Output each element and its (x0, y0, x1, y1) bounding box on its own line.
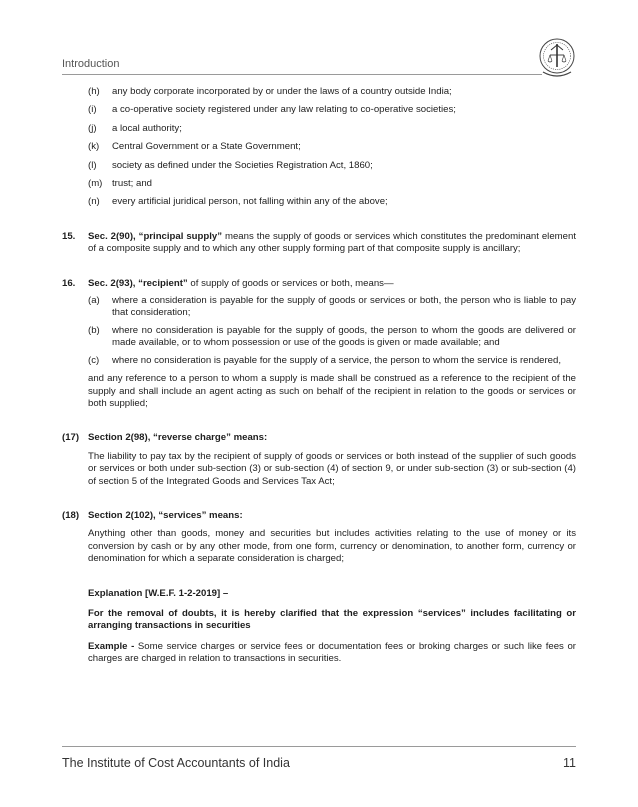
example-label: Example - (88, 640, 135, 652)
example-paragraph (88, 641, 576, 666)
item-text: society as defined under the Societies Registration Act, 1860; (112, 159, 373, 171)
explanation-text: For the removal of doubts, it is hereby clarified that the expression “services” includes facilitating or arranging transactions in securities (88, 607, 576, 632)
list-item (62, 86, 576, 98)
item-label: (c) (88, 354, 100, 366)
list-item (62, 123, 576, 135)
item-label: (n) (88, 196, 100, 208)
item-label: (i) (88, 104, 97, 116)
footer-rule (62, 746, 576, 747)
recipient-clauses (62, 295, 576, 367)
footer-institute: The Institute of Cost Accountants of India (62, 756, 290, 770)
defined-term: “recipient” (138, 277, 188, 289)
item-label: (j) (88, 122, 97, 134)
section-15 (62, 231, 576, 256)
definition-text: means the supply of goods or services which constitutes the predominant element of a composite supply and to which any other supply forming part of that composite supply is ancillary; (88, 230, 576, 255)
section-heading: Section 2(98), “reverse charge” means: (88, 432, 268, 444)
section-heading: Section 2(102), “services” means: (88, 509, 243, 521)
item-text: any body corporate incorporated by or under the laws of a country outside India; (112, 86, 452, 97)
list-item (62, 325, 576, 350)
list-item (62, 196, 576, 208)
section-body (88, 231, 576, 256)
page-content (62, 80, 576, 666)
item-label: (k) (88, 141, 100, 153)
defined-term: “principal supply” (138, 230, 223, 242)
running-header: Introduction (62, 58, 120, 70)
section-18-heading (62, 510, 576, 522)
explanation-title: Explanation [W.E.F. 1-2-2019] – (88, 587, 229, 599)
item-label: (h) (88, 86, 100, 97)
list-item (62, 104, 576, 116)
item-label: (l) (88, 159, 97, 171)
definition-text: of supply of goods or services or both, means— (187, 277, 394, 289)
entity-list (62, 86, 576, 209)
list-item (62, 295, 576, 320)
page-number: 11 (563, 756, 576, 770)
item-text: where a consideration is payable for the supply of goods or services or both, the person who is liable to pay that consideration; (112, 295, 576, 319)
item-label: (b) (88, 324, 100, 336)
list-item (62, 178, 576, 190)
section-ref: Sec. 2(93), (88, 277, 136, 289)
section-16 (62, 278, 576, 290)
section-number: 15. (62, 230, 76, 242)
item-text: where no consideration is payable for the supply of goods, the person to whom the goods are delivered or made available, or to whom possession or use of the goods is given or made available; and (112, 324, 576, 349)
closing-paragraph: and any reference to a person to whom a supply is made shall be construed as a reference to the recipient of the supply and shall include an agent acting as such on behalf of the recipient in relation to the goods or services or both supplied; (88, 373, 576, 409)
section-18-text: Anything other than goods, money and securities but includes activities relating to the use of money or its conversion by cash or by any other mode, from one form, currency or denomination, to another form, currency or denomination for which a separate consideration is charged; (88, 528, 576, 565)
item-text: a co-operative society registered under any law relating to co-operative societies; (112, 104, 456, 116)
example-text: Some service charges or service fees or documentation fees or broking charges or such like fees or charges are charged in relation to transactions in securities. (88, 640, 576, 665)
section-body (88, 278, 576, 290)
item-text: every artificial juridical person, not falling within any of the above; (112, 196, 388, 208)
item-text: where no consideration is payable for the supply of a service, the person to whom the service is rendered, (112, 354, 562, 366)
section-ref: Sec. 2(90), (88, 230, 136, 242)
section-17-text: The liability to pay tax by the recipient of supply of goods or services or both instead of the supplier of such goods or services or both under sub-section (3) or sub-section (4) of section 9, or under sub-section (3) or sub-section (4) of section 5 of the Integrated Goods and Services Tax Act; (88, 450, 576, 487)
list-item (62, 160, 576, 172)
header-rule (62, 74, 542, 75)
item-text: Central Government or a State Government; (112, 141, 301, 153)
section-17-heading (62, 432, 576, 444)
section-number: 16. (62, 277, 76, 289)
item-label: (m) (88, 178, 103, 190)
item-text: trust; and (112, 178, 152, 190)
item-label: (a) (88, 295, 100, 307)
section-number: (17) (62, 432, 80, 444)
list-item (62, 355, 576, 367)
section-number: (18) (62, 509, 80, 521)
list-item (62, 141, 576, 153)
institute-emblem-icon (537, 36, 577, 80)
item-text: a local authority; (112, 122, 182, 134)
